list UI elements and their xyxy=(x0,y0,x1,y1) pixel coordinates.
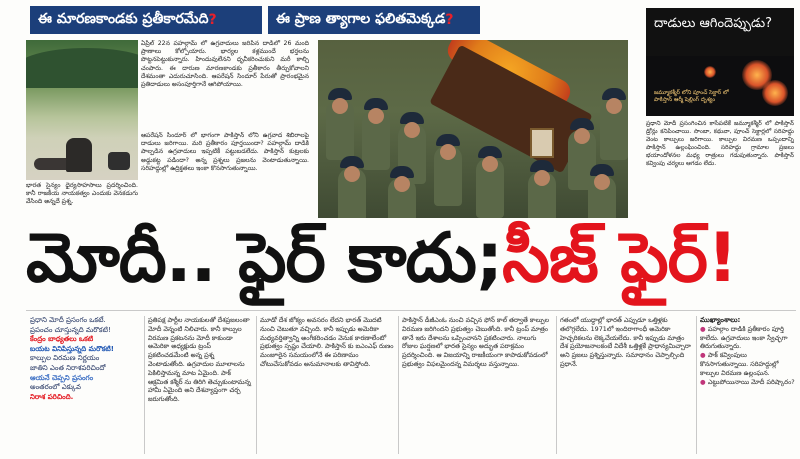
highlights-title: ముఖ్యాంశాలు: xyxy=(700,316,741,324)
left-story-para2: ఆపరేషన్ సిందూర్ లో భాగంగా పాకిస్తాన్ లోని ఉగ్రవాద శిబిరాలపై దాడులు జరిగాయి. మరి ప్రతీకారం పూర్తయిందా? పహల్గామ్ దాడికి పాల్పడిన ఉగ్రవాదులు ఇప్పటికీ పట్టుబడలేదు. పాకిస్తాన్ కుట్రలకు అడ్డుకట్ట పడిందా? అన్న ప్రశ్నలు ప్రజలను వెంటాడుతున్నాయి. సరిహద్దుల్లో ఉద్రిక్తతలు ఇంకా కొనసాగుతున్నాయి. xyxy=(141,132,309,172)
headline-left-banner xyxy=(30,6,262,34)
headline-mid-banner xyxy=(268,6,480,34)
bottom-column-1 xyxy=(30,316,142,456)
divider xyxy=(26,310,796,311)
text-line: బయట వినిపిస్తున్నది మరొకటి! xyxy=(30,344,114,353)
text-line: జాతిని ఎంత నిరాశపరిచిందో xyxy=(30,363,106,372)
main-headline xyxy=(26,218,796,308)
highlight-item: ● పాక్ కవ్వింపులు కొనసాగుతున్నాయి. సరిహద్దుల్లో కాల్పుల విరమణ ఉల్లంఘన. xyxy=(700,351,779,377)
right-story-body: ప్రధాని మోదీ ప్రసంగించిన కాసేపటికే జమ్మూకశ్మీర్ లో పాకిస్తాన్ డ్రోన్లు కనిపించాయి. సాంబా, కథువా, పూంచ్ సెక్టార్లలో సరిహద్దు వెంట కాల్పులు జరిగాయి. కాల్పుల విరమణ ఒప్పందాన్ని పాకిస్తాన్ ఉల్లంఘించింది. సరిహద్దు గ్రామాల ప్రజలు భయాందోళనల మధ్య రాత్రులు గడుపుతున్నారు. పాకిస్తాన్ కవ్వింపు చర్యలు ఆగడం లేదు. xyxy=(646,120,794,167)
column-divider xyxy=(256,316,257,454)
text-line: ప్రధాని మోదీ ప్రసంగం ఒకటే. xyxy=(30,316,106,324)
bottom-column-6 xyxy=(700,316,796,456)
headline-left-text: ఈ మారణకాండకు ప్రతీకారమేది xyxy=(38,10,209,27)
left-story-para3: భారత సైన్యం ధైర్యసాహసాలు ప్రదర్శించింది. కానీ రాజకీయ నాయకత్వం ఎందుకు వెనకడుగు వేసింది అన్నదే ప్రశ్న. xyxy=(26,182,138,206)
main-headline-black: మోదీ.. ఫైర్ కాదు; xyxy=(26,218,503,298)
soldiers-funeral-photo xyxy=(318,40,628,218)
bottom-column-4: పాకిస్తాన్ డీజీఎంఓ నుంచి వచ్చిన ఫోన్ కాల్ తర్వాతే కాల్పుల విరమణ జరిగిందని ప్రభుత్వం చెబుతోంది. కానీ ట్రంప్ మాత్రం తానే ఇరు దేశాలను ఒప్పించానని ప్రకటించారు. నాలుగు రోజుల ఘర్షణలో భారత సైన్యం అద్భుత పరాక్రమం ప్రదర్శించింది. ఆ విజయాన్ని రాజకీయంగా కాపాడుకోవడంలో ప్రభుత్వం విఫలమైందన్న విమర్శలు వస్తున్నాయి. xyxy=(402,316,550,368)
question-mark: ? xyxy=(445,12,454,28)
pahalgam-photo xyxy=(26,40,138,180)
column-divider xyxy=(696,316,697,454)
question-mark: ? xyxy=(208,12,217,28)
text-line: కాల్పుల విరమణ నిర్ణయం xyxy=(30,354,100,363)
text-line: అంతరంలో ఎక్కువ xyxy=(30,383,82,392)
text-line: కేంద్రం బాధ్యతలు ఒకటి xyxy=(30,335,94,344)
text-line: ప్రపంచం చూస్తున్నది మరొకటి! xyxy=(30,325,111,334)
headline-right-banner xyxy=(646,8,794,56)
headline-mid-text: ఈ ప్రాణ త్యాగాల ఫలితమెక్కడ xyxy=(276,10,446,27)
photo-caption: జమ్మూకశ్మీర్ లోని పూంచ్ సెక్టార్ లో పాకిస్తాన్ ఆర్మీ షెల్లింగ్ దృశ్యం xyxy=(654,90,729,103)
border-shelling-photo xyxy=(646,56,794,116)
text-line: ఆయనే చెప్పని ప్రసంగం xyxy=(30,373,94,382)
bottom-column-5: గతంలో యుద్ధాల్లో భారత్ ఎప్పుడూ ఒత్తిళ్లకు తలొగ్గలేదు. 1971లో ఇందిరాగాంధీ అమెరికా హెచ్చరికలను లెక్కచేయలేదు. కానీ ఇప్పుడు మాత్రం దేశ ప్రయోజనాలకంటే విదేశీ ఒత్తిళ్లకే ప్రాధాన్యమిచ్చారా అని ప్రజలు ప్రశ్నిస్తున్నారు. సమాధానం చెప్పాల్సింది ప్రధానే. xyxy=(560,316,691,368)
column-divider xyxy=(556,316,557,454)
left-story-para1: ఏప్రిల్ 22న పహల్గామ్ లో ఉగ్రవాదులు జరిపిన దాడిలో 26 మంది ప్రాణాలు కోల్పోయారు. భార్యల కళ్లముందే భర్తలను పొట్టనపెట్టుకున్నారు. హిందువులేనని ధృవీకరించుకుని మరీ కాల్చి చంపారు. ఈ దారుణ మారణకాండకు ప్రతీకారం తీర్చుకోవాలని దేశమంతా ఎదురుచూసింది. ఆపరేషన్ సిందూర్ పేరుతో ప్రారంభమైన ప్రతిదాడులు అసంపూర్తిగానే ఆగిపోయాయి. xyxy=(141,40,309,89)
headline-right-text: దాడులు ఆగిందెప్పుడు? xyxy=(654,16,773,31)
highlight-item: ● ఎట్టుపోయినాయి మోదీ పరిష్కారం? xyxy=(700,377,795,386)
highlight-item: ● పహల్గాం దాడికి ప్రతీకారం పూర్తి కాలేదు. ఉగ్రవాదులు ఇంకా స్వేచ్ఛగా తిరుగుతున్నారు. xyxy=(700,324,788,351)
bottom-column-2: ప్రతిపక్ష పార్టీల నాయకులతో దేశప్రజలంతా మోదీ వెన్నంటి నిలిచారు. కానీ కాల్పుల విరమణ ప్రకటనను మోదీ కాకుండా అమెరికా అధ్యక్షుడు ట్రంప్ ప్రకటించడమేంటి అన్న ప్రశ్న వెంటాడుతోంది. ఉగ్రవాదుల మూలాలను పెకిలిస్తామన్న మాట ఏమైంది. పాక్ ఆక్రమిత కశ్మీర్ ను తిరిగి తెచ్చుకుంటామన్న హామీ ఏమైంది అని దేశవ్యాప్తంగా చర్చ జరుగుతోంది. xyxy=(148,316,251,404)
column-divider xyxy=(398,316,399,454)
main-headline-red: సీజ్ ఫైర్! xyxy=(502,218,737,298)
text-line: నిరాశ పరిచింది. xyxy=(30,392,74,401)
bottom-column-3: మూడో దేశ జోక్యం అవసరం లేదని భారత్ మొదటి నుంచి చెబుతూ వచ్చింది. కానీ ఇప్పుడు అమెరికా మధ్యవర్తిత్వాన్ని అంగీకరించడం వెనుక కారణాలేంటో ప్రభుత్వం స్పష్టం చేయాలి. పాకిస్తాన్ కు ఐఎంఎఫ్ రుణం మంజూరైన సమయంలోనే ఈ పరిణామం చోటుచేసుకోవడం అనుమానాలకు తావిస్తోంది. xyxy=(260,316,394,368)
column-divider xyxy=(144,316,145,454)
